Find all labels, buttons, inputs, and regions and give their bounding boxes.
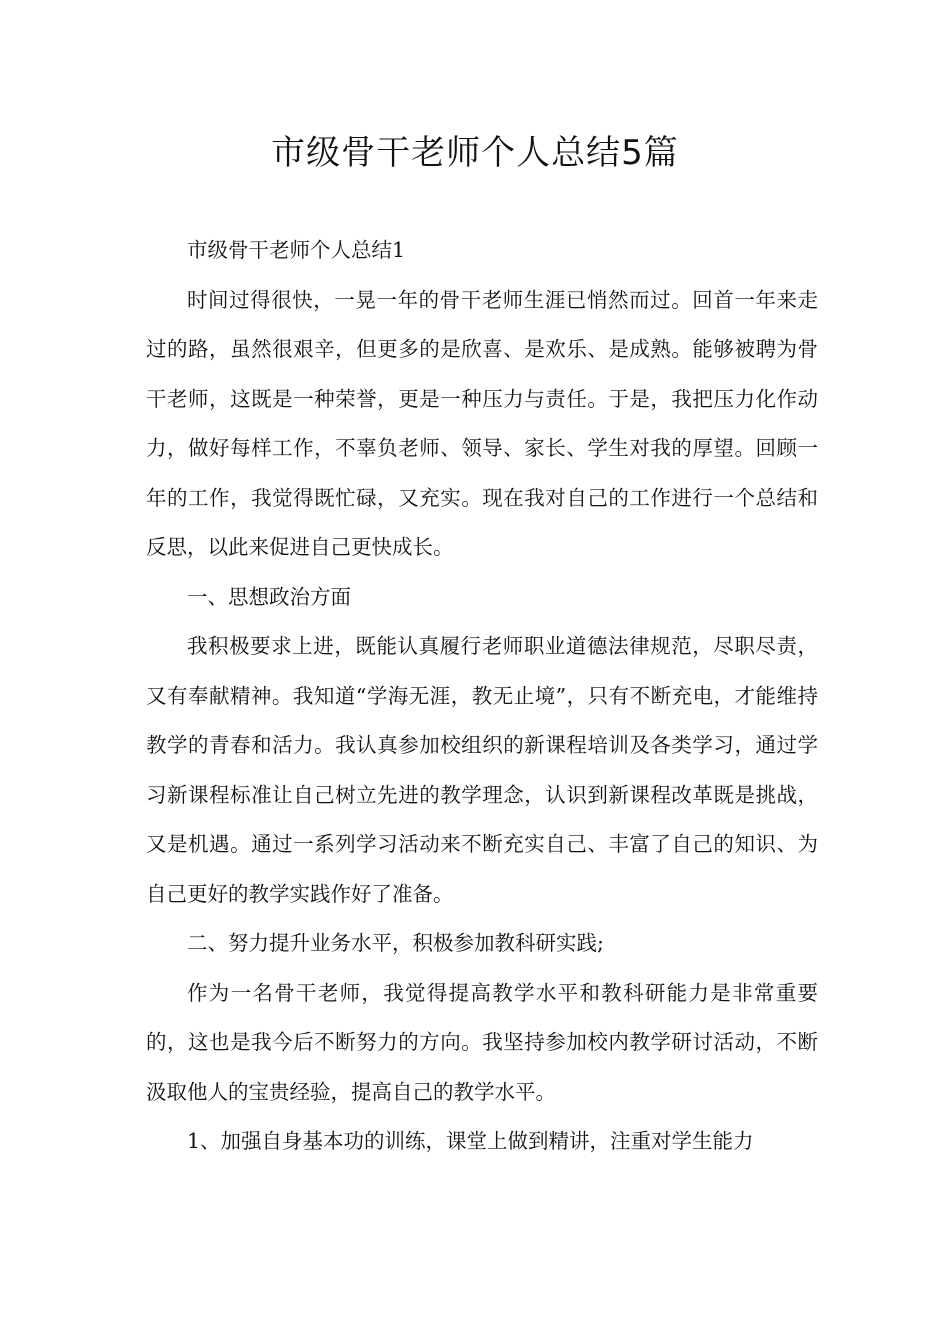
paragraph-item-1: 1、加强自身基本功的训练，课堂上做到精讲，注重对学生能力	[187, 1129, 754, 1153]
document-body	[146, 226, 818, 1167]
section-heading-politics: 一、思想政治方面	[187, 584, 351, 609]
section-heading-business: 二、努力提升业务水平，积极参加教科研实践;	[187, 931, 604, 955]
paragraph-subtitle: 市级骨干老师个人总结1	[187, 238, 406, 262]
paragraph-business: 作为一名骨干老师，我觉得提高教学水平和教科研能力是非常重要的，这也是我今后不断努力的方向。我坚持参加校内教学研讨活动，不断汲取他人的宝贵经验，提高自己的教学水平。	[146, 980, 818, 1104]
paragraph-politics: 我积极要求上进，既能认真履行老师职业道德法律规范，尽职尽责，又有奉献精神。我知道“学海无涯，教无止境”，只有不断充电，才能维持教学的青春和活力。我认真参加校组织的新课程培训及各类学习，通过学习新课程标准让自己树立先进的教学理念，认识到新课程改革既是挑战，又是机遇。通过一系列学习活动来不断充实自己、丰富了自己的知识、为自己更好的教学实践作好了准备。	[146, 634, 818, 906]
paragraph-intro: 时间过得很快，一晃一年的骨干老师生涯已悄然而过。回首一年来走过的路，虽然很艰辛，但更多的是欣喜、是欢乐、是成熟。能够被聘为骨干老师，这既是一种荣誉，更是一种压力与责任。于是，我把压力化作动力，做好每样工作，不辜负老师、领导、家长、学生对我的厚望。回顾一年的工作，我觉得既忙碌，又充实。现在我对自己的工作进行一个总结和反思，以此来促进自己更快成长。	[146, 287, 818, 559]
document-title: 市级骨干老师个人总结5篇	[271, 133, 679, 173]
